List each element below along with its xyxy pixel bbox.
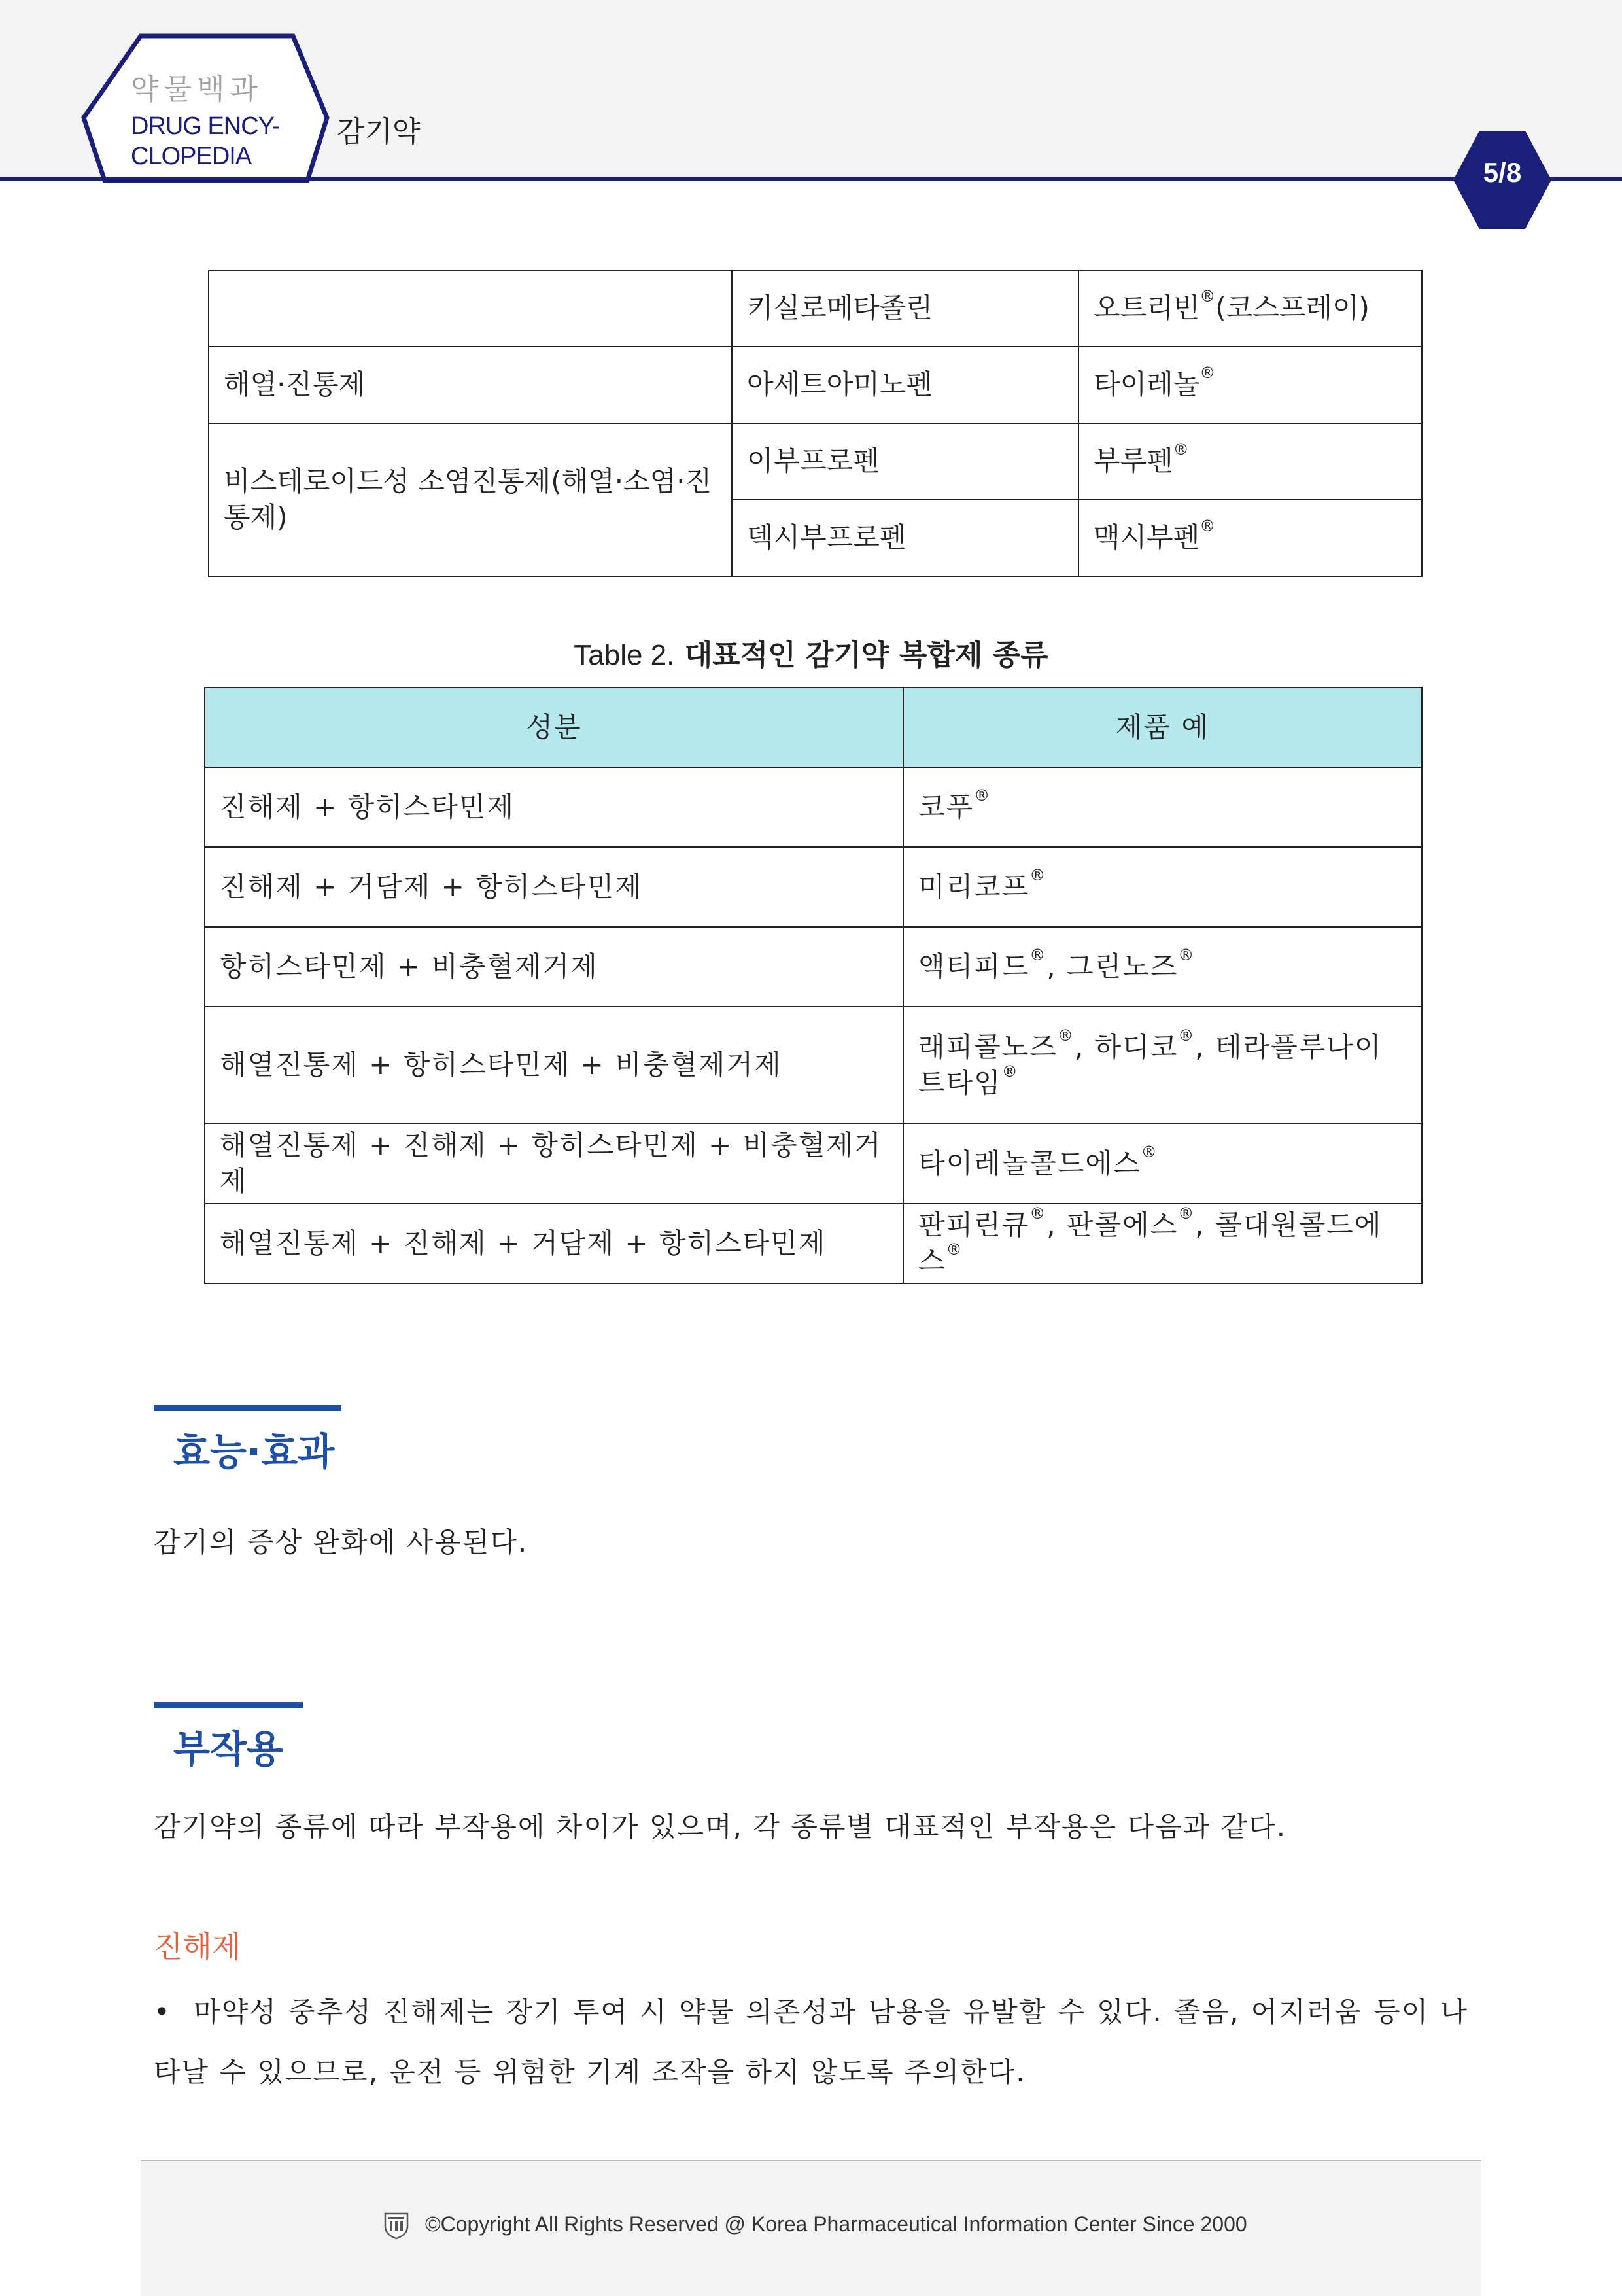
table-cell: 액티피드®, 그린노즈® bbox=[903, 927, 1422, 1007]
table-header-cell: 성분 bbox=[205, 687, 903, 767]
table-row bbox=[209, 423, 1422, 500]
table-cell: 해열진통제 + 진해제 + 항히스타민제 + 비충혈제거제 bbox=[205, 1124, 903, 1204]
table-cell: 해열진통제 + 항히스타민제 + 비충혈제거제 bbox=[205, 1007, 903, 1124]
table-row bbox=[205, 1204, 1422, 1283]
subsection-title: 진해제 bbox=[154, 1929, 241, 1964]
table-row bbox=[205, 847, 1422, 927]
table-header-row bbox=[205, 687, 1422, 767]
table-cell: 타이레놀® bbox=[1078, 347, 1422, 423]
ingredient-table bbox=[208, 270, 1423, 577]
table-row bbox=[205, 927, 1422, 1007]
table-cell: 항히스타민제 + 비충혈제거제 bbox=[205, 927, 903, 1007]
page-number: 5/8 bbox=[1483, 157, 1522, 188]
table-cell: 래피콜노즈®, 하디코®, 테라플루나이트타임® bbox=[903, 1007, 1422, 1124]
table-cell: 키실로메타졸린 bbox=[732, 270, 1078, 347]
table-cell: 미리코프® bbox=[903, 847, 1422, 927]
table-row bbox=[205, 1007, 1422, 1124]
table-cell: 부루펜® bbox=[1078, 423, 1422, 500]
table-row bbox=[209, 270, 1422, 347]
bullet-text: 마약성 중추성 진해제는 장기 투여 시 약물 의존성과 남용을 유발할 수 있다. 졸음, 어지러움 등이 나타날 수 있으므로, 운전 등 위험한 기계 조작을 하지 않도록 주의한다. bbox=[154, 1996, 1468, 2088]
side-effects-text: 감기약의 종류에 따라 부작용에 차이가 있으며, 각 종류별 대표적인 부작용은 다음과 같다. bbox=[154, 1811, 1287, 1843]
institution-emblem-icon bbox=[383, 2210, 410, 2240]
header-rule bbox=[0, 177, 1622, 181]
table-cell: 진해제 + 거담제 + 항히스타민제 bbox=[205, 847, 903, 927]
efficacy-text: 감기의 증상 완화에 사용된다. bbox=[154, 1526, 528, 1558]
table-cell bbox=[209, 270, 732, 347]
table-cell: 이부프로펜 bbox=[732, 423, 1078, 500]
table-cell: 비스테로이드성 소염진통제(해열·소염·진통제) bbox=[209, 423, 732, 576]
logo-english-line2: CLOPEDIA bbox=[131, 143, 252, 170]
table-cell: 진해제 + 항히스타민제 bbox=[205, 767, 903, 847]
table-cell: 해열진통제 + 진해제 + 거담제 + 항히스타민제 bbox=[205, 1204, 903, 1283]
table-row bbox=[205, 767, 1422, 847]
efficacy-title: 효능·효과 bbox=[173, 1429, 335, 1474]
combination-table bbox=[204, 687, 1423, 1284]
bullet-paragraph bbox=[154, 1982, 1468, 2102]
table-caption bbox=[0, 631, 1622, 673]
logo-korean: 약물백과 bbox=[131, 73, 264, 106]
table-cell: 해열·진통제 bbox=[209, 347, 732, 423]
table-row bbox=[209, 347, 1422, 423]
table-caption-text: 대표적인 감기약 복합제 종류 bbox=[684, 638, 1048, 672]
table-cell: 아세트아미노펜 bbox=[732, 347, 1078, 423]
section-bar bbox=[154, 1702, 303, 1708]
table-cell: 맥시부펜® bbox=[1078, 500, 1422, 576]
bullet-dot: • bbox=[154, 1996, 194, 2028]
table-cell: 덱시부프로펜 bbox=[732, 500, 1078, 576]
copyright-text: ©Copyright All Rights Reserved @ Korea Pharmaceutical Information Center Since 2000 bbox=[425, 2212, 1247, 2236]
document-title: 감기약 bbox=[337, 115, 421, 148]
side-effects-title: 부작용 bbox=[173, 1727, 284, 1771]
table-cell: 오트리빈®(코스프레이) bbox=[1078, 270, 1422, 347]
logo-english-line1: DRUG ENCY- bbox=[131, 113, 280, 140]
section-bar bbox=[154, 1405, 341, 1411]
table-cell: 타이레놀콜드에스® bbox=[903, 1124, 1422, 1204]
table-cell: 판피린큐®, 판콜에스®, 콜대원콜드에스® bbox=[903, 1204, 1422, 1283]
table-caption-prefix: Table 2. bbox=[574, 639, 675, 671]
table-cell: 코푸® bbox=[903, 767, 1422, 847]
table-row bbox=[205, 1124, 1422, 1204]
table-header-cell: 제품 예 bbox=[903, 687, 1422, 767]
